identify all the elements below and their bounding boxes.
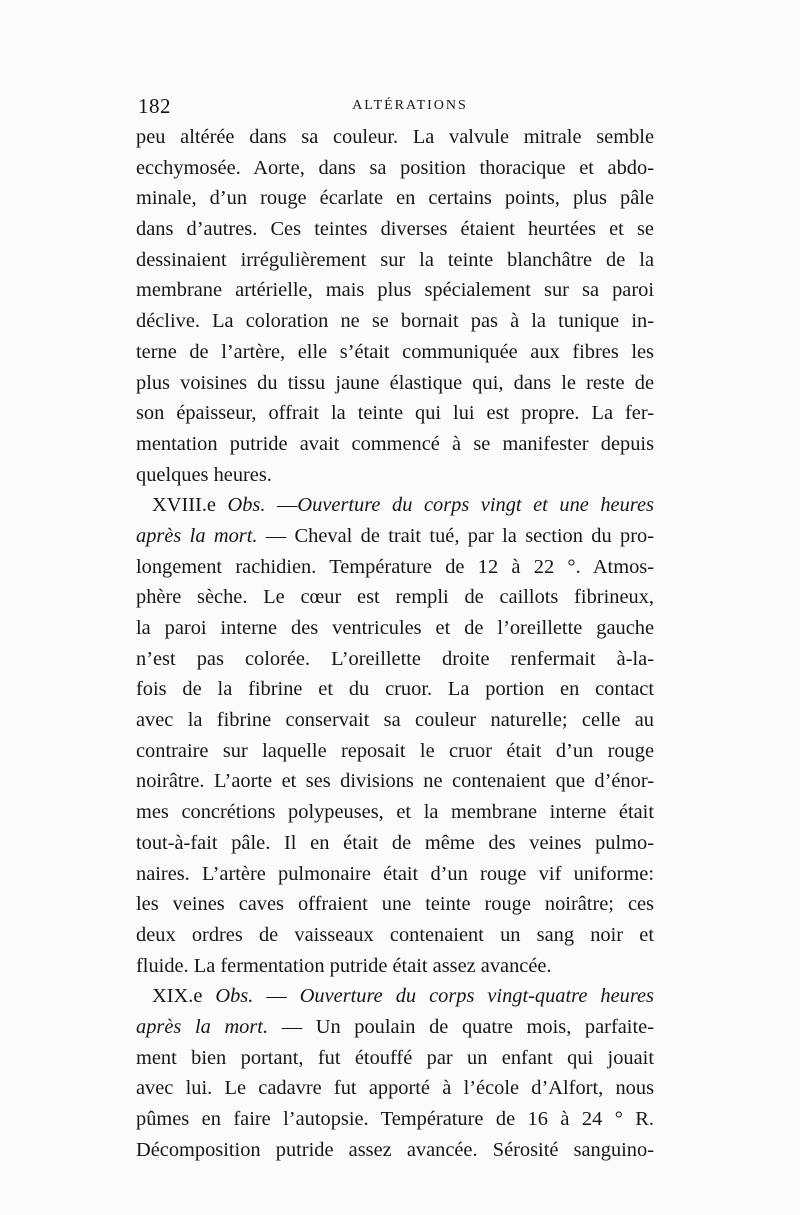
- book-page: [136, 92, 654, 1165]
- text-line: n’est pas colorée. L’oreillette droite renfermait à-la-: [136, 647, 654, 670]
- page-header: [136, 92, 654, 122]
- text-line: naires. L’artère pulmonaire était d’un rouge vif uniforme:: [136, 862, 654, 885]
- text-line: fois de la fibrine et du cruor. La portion en contact: [136, 678, 654, 701]
- running-title: ALTÉRATIONS: [352, 98, 468, 113]
- text-line: terne de l’artère, elle s’était communiquée aux fibres les: [136, 340, 654, 363]
- text-line: membrane artérielle, mais plus spécialement sur sa paroi: [136, 279, 654, 302]
- text-line: noirâtre. L’aorte et ses divisions ne contenaient que d’énor-: [136, 770, 654, 793]
- text-line: minale, d’un rouge écarlate en certains points, plus pâle: [136, 187, 654, 210]
- text-line: quelques heures.: [136, 463, 272, 486]
- text-line: mentation putride avait commencé à se manifester depuis: [136, 432, 654, 455]
- text-line: ecchymosée. Aorte, dans sa position thoracique et abdo-: [136, 156, 654, 179]
- text-line: pûmes en faire l’autopsie. Température de 16 à 24 ° R.: [136, 1108, 654, 1130]
- page-number: 182: [138, 94, 171, 118]
- text-line: tout-à-fait pâle. Il en était de même des veines pulmo-: [136, 831, 654, 854]
- text-line: déclive. La coloration ne se bornait pas à la tunique in-: [136, 310, 654, 333]
- text-line: dans d’autres. Ces teintes diverses étaient heurtées et se: [136, 218, 654, 241]
- text-line: dessinaient irrégulièrement sur la teinte blanchâtre de la: [136, 248, 654, 271]
- text-line: son épaisseur, offrait la teinte qui lui est propre. La fer-: [136, 402, 654, 425]
- observation-heading-xviii: XVIII.e Obs. —Ouverture du corps vingt et une heures: [152, 494, 654, 517]
- text-line: les veines caves offraient une teinte rouge noirâtre; ces: [136, 893, 654, 916]
- text-line: longement rachidien. Température de 12 à 22 °. Atmos-: [136, 555, 654, 578]
- text-line: Décomposition putride assez avancée. Sérosité sanguino-: [136, 1138, 654, 1161]
- text-line: avec lui. Le cadavre fut apporté à l’école d’Alfort, nous: [136, 1077, 654, 1100]
- text-line: peu altérée dans sa couleur. La valvule mitrale semble: [136, 126, 654, 148]
- body-text: [136, 122, 654, 1165]
- text-line: la paroi interne des ventricules et de l’oreillette gauche: [136, 617, 654, 639]
- text-line: après la mort. — Cheval de trait tué, par la section du pro-: [136, 524, 654, 547]
- observation-heading-xix: XIX.e Obs. — Ouverture du corps vingt-quatre heures: [152, 985, 654, 1008]
- text-line: deux ordres de vaisseaux contenaient un sang noir et: [136, 923, 654, 946]
- text-line: mes concrétions polypeuses, et la membrane interne était: [136, 801, 654, 824]
- text-line: après la mort. — Un poulain de quatre mois, parfaite-: [136, 1015, 654, 1038]
- text-line: phère sèche. Le cœur est rempli de caillots fibrineux,: [136, 586, 654, 609]
- text-line: ment bien portant, fut étouffé par un enfant qui jouait: [136, 1046, 654, 1069]
- text-line: avec la fibrine conservait sa couleur naturelle; celle au: [136, 709, 654, 732]
- text-line: contraire sur laquelle reposait le cruor était d’un rouge: [136, 739, 654, 762]
- text-line: fluide. La fermentation putride était assez avancée.: [136, 954, 552, 977]
- text-line: plus voisines du tissu jaune élastique qui, dans le reste de: [136, 371, 654, 394]
